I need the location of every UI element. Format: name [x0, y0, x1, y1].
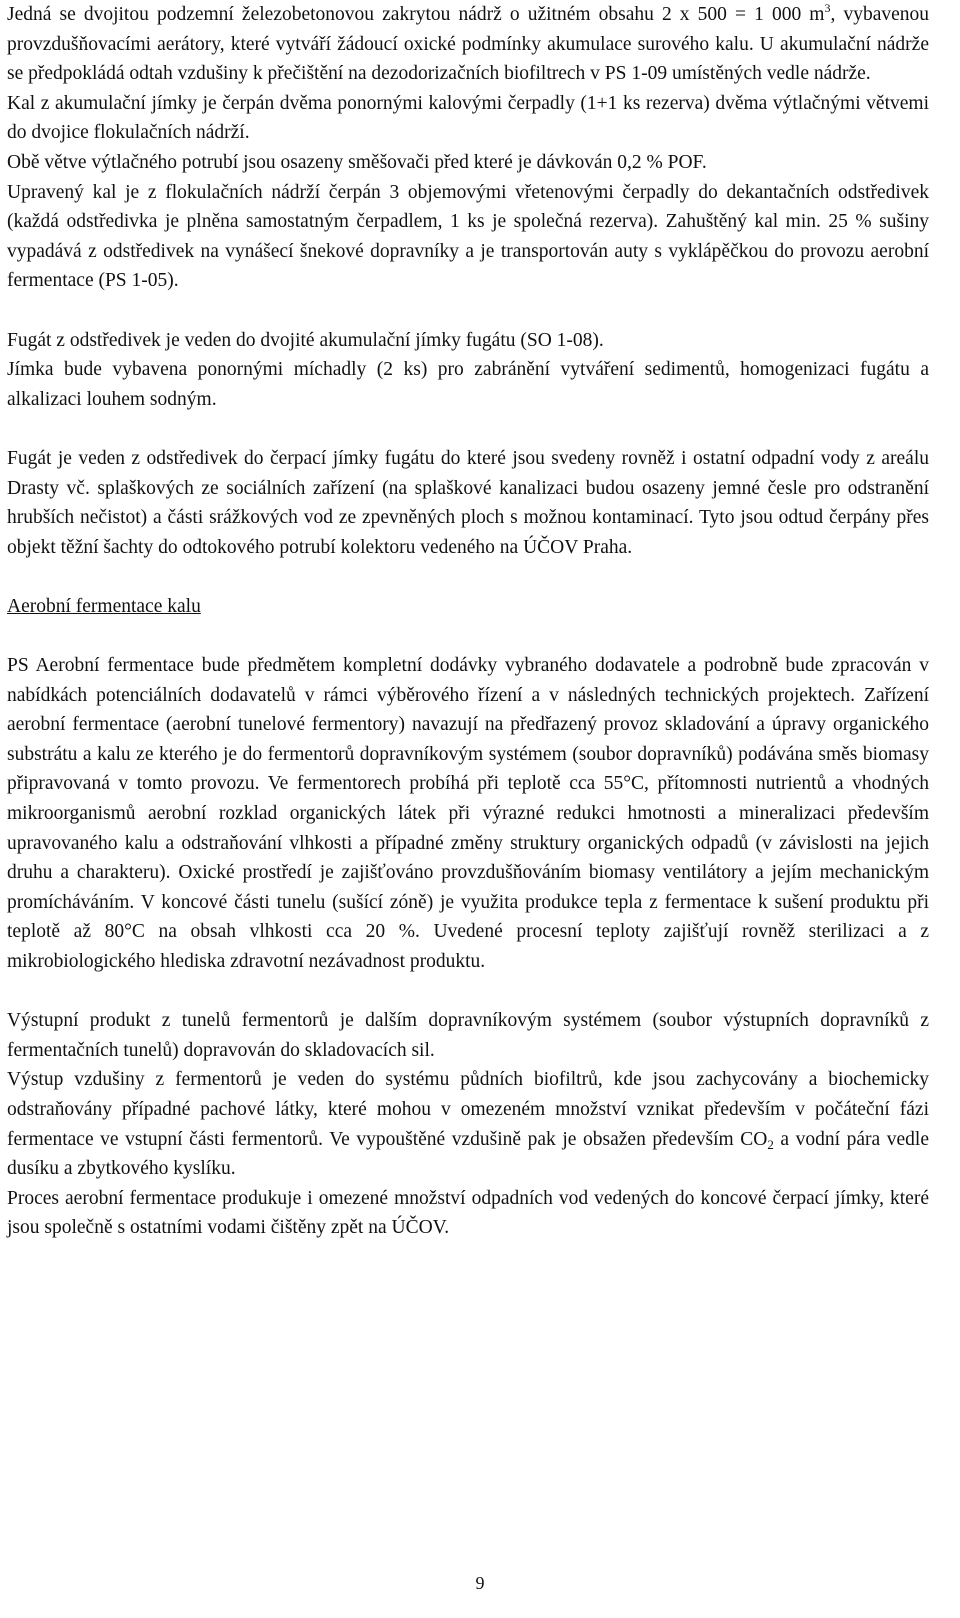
paragraph-wastewater: Fugát je veden z odstředivek do čerpací jímky fugátu do které jsou svedeny rovněž i ostatní odpadní vody z areálu Drasty vč. splaškových ze sociálních zařízení (na splaškové kanalizaci budou osazeny jemné česle pro odstranění hrubších nečistot) a části srážkových vod ze zpevněných ploch s možnou kontaminací. Tyto jsou odtud čerpány přes objekt těžní šachty do odtokového potrubí kolektoru vedeného na ÚČOV Praha. — [7, 447, 929, 558]
paragraph-mixers: Obě větve výtlačného potrubí jsou osazeny směšovači před které je dávkován 0,2 % POF. — [7, 151, 707, 173]
paragraph-centrate: Fugát z odstředivek je veden do dvojité akumulační jímky fugátu (SO 1-08). — [7, 329, 604, 351]
paragraph-aerobic-fermentation: PS Aerobní fermentace bude předmětem kompletní dodávky vybraného dodavatele a podrobně bude zpracován v nabídkách potenciálních dodavatelů v rámci výběrového řízení a v následných technických projektech. Zařízení aerobní fermentace (aerobní tunelové fermentory) navazují na předřazený provoz skladování a úpravy organického substrátu a kalu ze kterého je do fermentorů dopravníkovým systémem (soubor dopravníků) podávána směs biomasy připravovaná v tomto provozu. Ve fermentorech probíhá při teplotě cca 55°C, přítomnosti nutrientů a vhodných mikroorganismů aerobní rozklad organických látek při výrazné redukci hmotnosti a mineralizaci především upravovaného kalu a odstraňování vlhkosti a případné změny struktury organických odpadů (v závislosti na jejich druhu a charakteru). Oxické prostředí je zajišťováno provzdušňováním biomasy ventilátory a jejím mechanickým promícháváním. V koncové části tunelu (sušící zóně) je využita produkce tepla z fermentace k sušení produktu při teplotě až 80°C na obsah vlhkosti cca 20 %. Uvedené procesní teploty zajišťují rovněž sterilizaci a z mikrobiologického hlediska zdravotní nezávadnost produktu. — [7, 655, 929, 972]
spacer — [7, 296, 929, 326]
section-heading: Aerobní fermentace kalu — [7, 595, 201, 617]
paragraph-sludge-pumping: Kal z akumulační jímky je čerpán dvěma ponornými kalovými čerpadly (1+1 ks rezerva) dvěma výtlačnými větvemi do dvojice flokulačních nádrží. — [7, 92, 929, 144]
spacer — [7, 621, 929, 651]
page-number: 9 — [475, 1573, 485, 1593]
document-body — [7, 0, 929, 1243]
paragraph-text: , vybavenou provzdušňovacími aerátory, které vytváří žádoucí oxické podmínky akumulace surového kalu. U akumulační nádrže se předpokládá odtah vzdušiny k přečištění na dezodorizačních biofiltrech v PS 1-09 umístěných vedle nádrže. — [7, 4, 930, 85]
paragraph-storage-tank — [7, 0, 929, 89]
superscript-3: 3 — [824, 1, 831, 15]
paragraph-centrate-tank: Jímka bude vybavena ponornými míchadly (2 ks) pro zabránění vytváření sedimentů, homogenizaci fugátu a alkalizaci louhem sodným. — [7, 359, 929, 410]
spacer — [7, 977, 929, 1007]
paragraph-biofilters — [7, 1065, 929, 1183]
paragraph-text: a vodní pára vedle dusíku a zbytkového kyslíku. — [7, 1128, 929, 1180]
paragraph-text: Jedná se dvojitou podzemní železobetonovou zakrytou nádrž o užitném obsahu 2 x 500 = 1 000 m — [7, 4, 825, 25]
paragraph-text: Výstup vzdušiny z fermentorů je veden do systému půdních biofiltrů, kde jsou zachycovány a biochemicky odstraňovány případné pachové látky, které mohou v omezeném množství vznikat především v počáteční fázi fermentace ve vstupní části fermentorů. Ve vypouštěné vzdušině pak je obsažen především CO — [7, 1069, 929, 1150]
spacer — [7, 414, 929, 444]
spacer — [7, 562, 929, 592]
subscript-2: 2 — [767, 1136, 774, 1152]
paragraph-centrifuges: Upravený kal je z flokulačních nádrží čerpán 3 objemovými vřetenovými čerpadly do dekantačních odstředivek (každá odstředivka je plněna samostatným čerpadlem, 1 ks je společná rezerva). Zahuštěný kal min. 25 % sušiny vypadává z odstředivek na vynášecí šnekové dopravníky a je transportován auty s vyklápěčkou do provozu aerobní fermentace (PS 1-05). — [7, 181, 929, 292]
paragraph-wastewater-return: Proces aerobní fermentace produkuje i omezené množství odpadních vod vedených do koncové čerpací jímky, které jsou společně s ostatními vodami čištěny zpět na ÚČOV. — [7, 1187, 929, 1239]
paragraph-output-product: Výstupní produkt z tunelů fermentorů je dalším dopravníkovým systémem (soubor výstupních dopravníků z fermentačních tunelů) dopravován do skladovacích sil. — [7, 1010, 929, 1061]
